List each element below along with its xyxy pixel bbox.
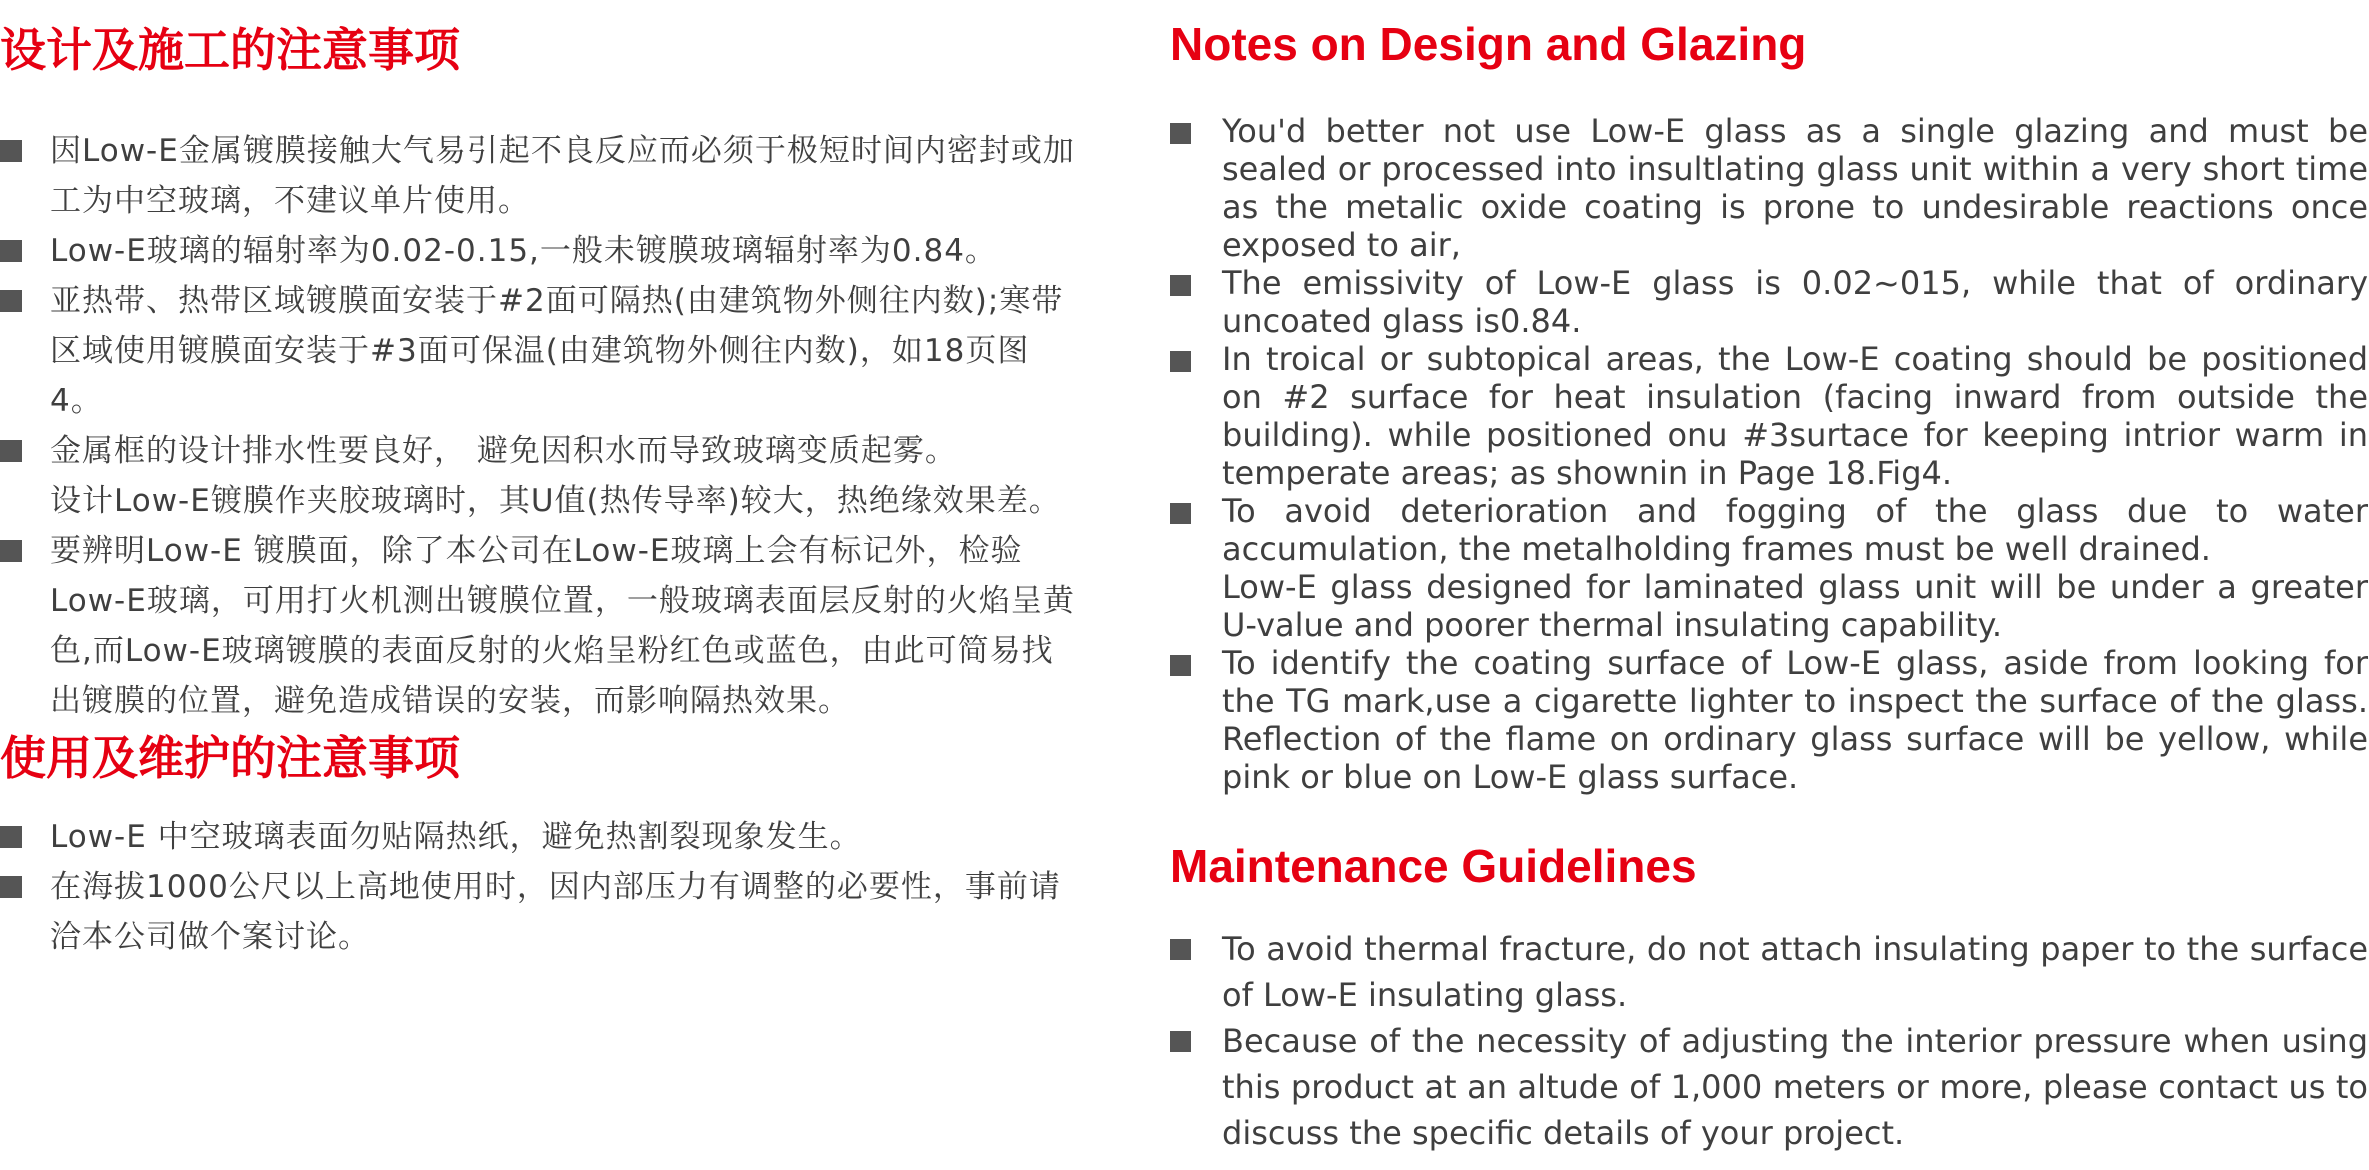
list-item-text: 金属框的设计排水性要良好， 避免因积水而导致玻璃变质起雾。 (50, 433, 957, 469)
list-item-text: Low-E 中空玻璃表面勿贴隔热纸，避免热割裂现象发生。 (50, 819, 862, 855)
list-item (0, 526, 1075, 726)
cn-design-heading: 设计及施工的注意事项 (0, 23, 460, 77)
list-item-text: 亚热带、热带区域镀膜面安装于#2面可隔热(由建筑物外侧往内数);寒带区域使用镀膜面安装于#3面可保温(由建筑物外侧往内数)，如18页图4。 (50, 283, 1064, 419)
square-bullet-icon (1170, 655, 1191, 676)
square-bullet-icon (1170, 123, 1191, 144)
list-item-text: In troical or subtopical areas, the Low-E coating should be positioned on #2 surface for heat insulation (facing inward from outside the building). while positioned onu #3surtace for keeping intrior warm in temperate areas; as shownin in Page 18.Fig4. (1222, 340, 2368, 492)
list-item (1170, 926, 2368, 1018)
square-bullet-icon (1170, 1031, 1191, 1052)
square-bullet-icon (1170, 351, 1191, 372)
list-item-note: 设计Low-E镀膜作夹胶玻璃时，其U值(热传导率)较大，热绝缘效果差。 (50, 483, 1061, 519)
list-item-text: 因Low-E金属镀膜接触大气易引起不良反应而必须于极短时间内密封或加工为中空玻璃，不建议单片使用。 (50, 133, 1075, 219)
list-item (1170, 492, 2368, 644)
square-bullet-icon (0, 540, 22, 562)
square-bullet-icon (0, 440, 22, 462)
list-item (0, 126, 1075, 226)
list-item (1170, 112, 2368, 264)
list-item (1170, 644, 2368, 796)
cn-maintenance-heading: 使用及维护的注意事项 (0, 731, 460, 785)
square-bullet-icon (0, 290, 22, 312)
list-item-text: Low-E玻璃的辐射率为0.02-0.15,一般未镀膜玻璃辐射率为0.84。 (50, 233, 997, 269)
en-design-heading: Notes on Design and Glazing (1170, 18, 1807, 70)
list-item (1170, 1018, 2368, 1156)
list-item (0, 226, 1075, 276)
list-item-text: To avoid deterioration and fogging of the glass due to water accumulation, the metalholding frames must be well drained. (1222, 492, 2368, 568)
en-maintenance-heading: Maintenance Guidelines (1170, 840, 1697, 892)
list-item (0, 276, 1075, 426)
list-item-text: To identify the coating surface of Low-E glass, aside from looking for the TG mark,use a cigarette lighter to inspect the surface of the glass. Reflection of the flame on ordinary glass surface will be yellow, while pink or blue on Low-E glass surface. (1222, 644, 2368, 796)
square-bullet-icon (0, 240, 22, 262)
list-item-text: You'd better not use Low-E glass as a single glazing and must be sealed or processed into insultlating glass unit within a very short time as the metalic oxide coating is prone to undesirable reactions once exposed to air, (1222, 112, 2368, 264)
list-item (1170, 340, 2368, 492)
square-bullet-icon (0, 876, 22, 898)
list-item-text: To avoid thermal fracture, do not attach insulating paper to the surface of Low-E insulating glass. (1222, 930, 2368, 1014)
square-bullet-icon (0, 140, 22, 162)
list-item (0, 862, 1075, 962)
cn-design-list (0, 126, 1075, 726)
list-item (0, 812, 1075, 862)
square-bullet-icon (1170, 503, 1191, 524)
en-design-list (1170, 112, 2368, 796)
cn-maintenance-list (0, 812, 1075, 962)
list-item-text: Because of the necessity of adjusting the interior pressure when using this product at an altude of 1,000 meters or more, please contact us to discuss the specific details of your project. (1222, 1022, 2368, 1152)
square-bullet-icon (1170, 275, 1191, 296)
list-item-text: 要辨明Low-E 镀膜面，除了本公司在Low-E玻璃上会有标记外，检验Low-E玻璃，可用打火机测出镀膜位置，一般玻璃表面层反射的火焰呈黄色,而Low-E玻璃镀膜的表面反射的火焰呈粉红色或蓝色，由此可简易找出镀膜的位置，避免造成错误的安装，而影响隔热效果。 (50, 533, 1075, 719)
en-maintenance-list (1170, 926, 2368, 1156)
chinese-column (0, 0, 1075, 962)
list-item (1170, 264, 2368, 340)
english-column (1170, 0, 2368, 1156)
square-bullet-icon (0, 826, 22, 848)
list-item (0, 426, 1075, 526)
list-item-note: Low-E glass designed for laminated glass unit will be under a greater U-value and poorer thermal insulating capability. (1222, 568, 2368, 644)
square-bullet-icon (1170, 939, 1191, 960)
list-item-text: The emissivity of Low-E glass is 0.02~015, while that of ordinary uncoated glass is0.84. (1222, 264, 2368, 340)
list-item-text: 在海拔1000公尺以上高地使用时，因内部压力有调整的必要性，事前请洽本公司做个案讨论。 (50, 869, 1061, 955)
